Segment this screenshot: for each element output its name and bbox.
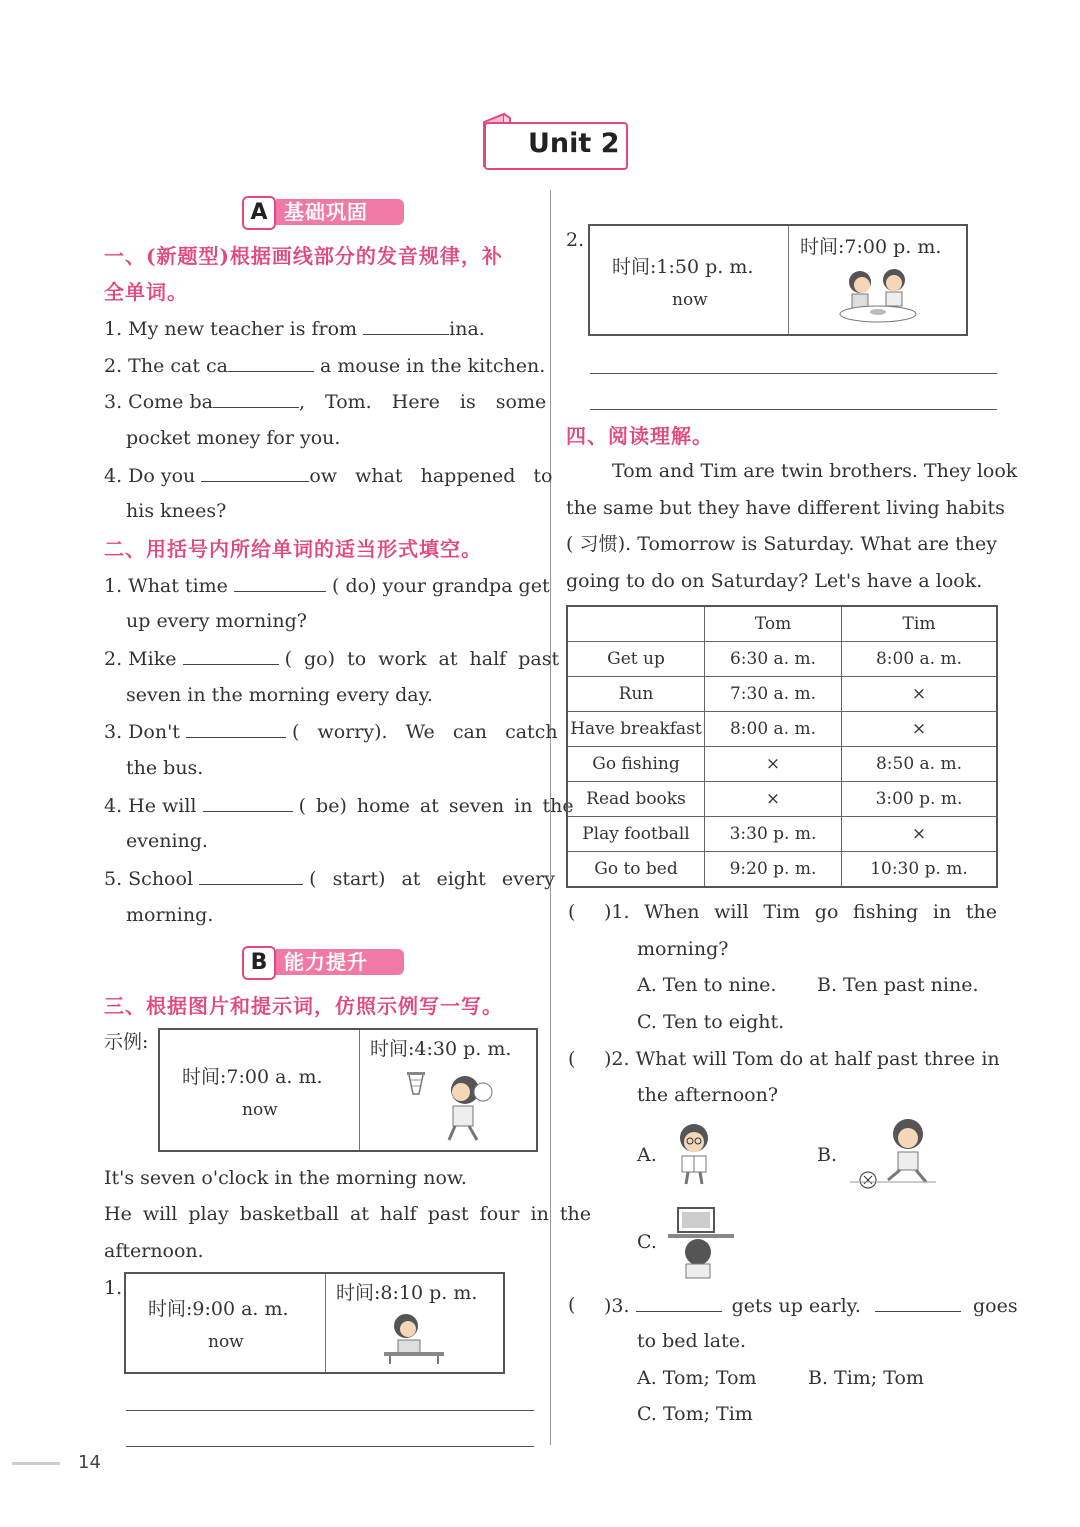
table-cell: 6:30 a. m. — [705, 642, 842, 677]
table-cell: 8:00 a. m. — [705, 712, 842, 747]
table-row — [567, 642, 997, 677]
page-number: 14 — [78, 1452, 101, 1473]
table-cell: 3:30 p. m. — [705, 817, 842, 852]
example-right-time: 时间:4:30 p. m. — [370, 1038, 512, 1060]
answer-blank[interactable] — [183, 640, 279, 665]
example-sentence-3: afternoon. — [104, 1240, 204, 1262]
q1-option-b[interactable]: B. Ten past nine. — [817, 974, 979, 996]
item2-left-time: 时间:1:50 p. m. — [612, 256, 754, 278]
section-a-letter: A — [242, 196, 276, 230]
table-header — [567, 606, 705, 642]
example-left-time: 时间:7:00 a. m. — [182, 1066, 323, 1088]
q2-stem-cont: the afternoon? — [637, 1084, 779, 1106]
passage-line-2: the same but they have different living habits — [566, 497, 1005, 519]
answer-blank[interactable] — [186, 713, 286, 738]
passage-line-3: ( 习惯). Tomorrow is Saturday. What are they — [566, 533, 997, 555]
table-header-row — [567, 606, 997, 642]
table-cell: Run — [567, 677, 705, 712]
q1-option-c[interactable]: C. Ten to eight. — [637, 1011, 785, 1033]
part2-q2: 2. Mike ( go) to work at half past — [104, 640, 559, 678]
table-cell: Play football — [567, 817, 705, 852]
table-cell: 7:30 a. m. — [705, 677, 842, 712]
table-cell: Have breakfast — [567, 712, 705, 747]
part2-q4: 4. He will ( be) home at seven in the — [104, 787, 574, 825]
part2-title: 二、用括号内所给单词的适当形式填空。 — [104, 537, 482, 561]
answer-blank[interactable] — [213, 383, 299, 408]
section-b-letter: B — [242, 946, 276, 980]
answer-blank[interactable] — [875, 1287, 961, 1312]
part4-title: 四、阅读理解。 — [566, 424, 713, 448]
item2-picture-box — [588, 224, 968, 336]
reading-boy-icon — [670, 1122, 718, 1190]
part1-title: 一、(新题型)根据画线部分的发音规律，补 — [104, 244, 503, 268]
q3-stem-cont: to bed late. — [637, 1330, 747, 1352]
q1-paren[interactable]: ( — [568, 901, 576, 923]
part2-q1-cont: up every morning? — [126, 610, 307, 632]
part1-q3-cont: pocket money for you. — [126, 427, 341, 449]
table-cell: × — [705, 747, 842, 782]
example-left-now: now — [242, 1100, 278, 1120]
answer-blank[interactable] — [636, 1287, 722, 1312]
item1-picture-box — [124, 1272, 505, 1374]
table-cell: × — [842, 677, 998, 712]
q1-option-a[interactable]: A. Ten to nine. — [637, 974, 777, 996]
table-cell: 10:30 p. m. — [842, 852, 998, 888]
table-row — [567, 712, 997, 747]
table-cell: Get up — [567, 642, 705, 677]
part1-q4: 4. Do you ow what happened to — [104, 457, 552, 495]
schedule-table — [566, 605, 998, 888]
item2-left-now: now — [672, 290, 708, 310]
table-cell: Go to bed — [567, 852, 705, 888]
answer-blank[interactable] — [203, 787, 293, 812]
part2-q4-cont: evening. — [126, 830, 208, 852]
part3-title: 三、根据图片和提示词，仿照示例写一写。 — [104, 994, 503, 1018]
table-cell: × — [705, 782, 842, 817]
answer-blank[interactable] — [234, 567, 326, 592]
table-cell: 8:00 a. m. — [842, 642, 998, 677]
table-row — [567, 782, 997, 817]
table-header: Tom — [705, 606, 842, 642]
table-cell: 3:00 p. m. — [842, 782, 998, 817]
item1-right-time: 时间:8:10 p. m. — [336, 1282, 478, 1304]
unit-title: Unit 2 — [528, 128, 620, 159]
q2-option-a[interactable]: A. — [637, 1144, 657, 1166]
part2-q1: 1. What time ( do) your grandpa get — [104, 567, 550, 605]
part2-q5: 5. School ( start) at eight every — [104, 860, 555, 898]
q3-option-b[interactable]: B. Tim; Tom — [808, 1367, 924, 1389]
q1-stem-cont: morning? — [637, 938, 729, 960]
part1-q4-cont: his knees? — [126, 500, 227, 522]
table-row — [567, 817, 997, 852]
unit-title-box — [484, 122, 628, 170]
basketball-boy-icon — [405, 1068, 495, 1150]
q2-stem: )2. What will Tom do at half past three in — [604, 1048, 1000, 1070]
answer-line[interactable] — [590, 373, 997, 374]
item1-left-now: now — [208, 1332, 244, 1352]
item1-left-time: 时间:9:00 a. m. — [148, 1298, 289, 1320]
football-boy-icon — [850, 1116, 936, 1194]
q2-option-b[interactable]: B. — [817, 1144, 838, 1166]
part1-title-2: 全单词。 — [104, 280, 188, 304]
q3-paren[interactable]: ( — [568, 1294, 576, 1316]
table-row — [567, 677, 997, 712]
section-a-label: 基础巩固 — [276, 199, 404, 225]
q2-option-c[interactable]: C. — [637, 1231, 657, 1253]
example-picture-box — [158, 1028, 538, 1152]
answer-blank[interactable] — [228, 347, 314, 372]
computer-boy-icon — [668, 1206, 736, 1284]
passage-line-4: going to do on Saturday? Let's have a look. — [566, 570, 983, 592]
answer-line[interactable] — [590, 409, 997, 410]
dinner-kids-icon — [836, 266, 920, 332]
part1-q2: 2. The cat ca a mouse in the kitchen. — [104, 347, 545, 385]
answer-blank[interactable] — [199, 860, 303, 885]
answer-blank[interactable] — [363, 310, 449, 335]
table-row — [567, 747, 997, 782]
table-row — [567, 852, 997, 888]
table-cell: Go fishing — [567, 747, 705, 782]
item2-number: 2. — [566, 229, 585, 251]
section-b-label: 能力提升 — [276, 949, 404, 975]
example-label: 示例: — [104, 1031, 149, 1053]
q2-paren[interactable]: ( — [568, 1048, 576, 1070]
table-cell: × — [842, 817, 998, 852]
homework-boy-icon — [376, 1312, 450, 1368]
part2-q5-cont: morning. — [126, 904, 214, 926]
part1-q3: 3. Come ba , Tom. Here is some — [104, 383, 546, 421]
table-cell: 9:20 p. m. — [705, 852, 842, 888]
answer-line[interactable] — [126, 1410, 534, 1411]
section-b-banner — [236, 946, 406, 978]
part2-q3-cont: the bus. — [126, 757, 204, 779]
example-sentence-1: It's seven o'clock in the morning now. — [104, 1167, 467, 1189]
q3-stem: )3. gets up early. goes — [604, 1287, 1018, 1325]
part1-q1: 1. My new teacher is from ina. — [104, 310, 485, 348]
example-sentence-2: He will play basketball at half past four in the — [104, 1203, 591, 1225]
table-cell: × — [842, 712, 998, 747]
footer-bar — [12, 1462, 60, 1465]
section-a-banner — [236, 196, 406, 228]
part2-q2-cont: seven in the morning every day. — [126, 684, 433, 706]
table-cell: Read books — [567, 782, 705, 817]
answer-blank[interactable] — [201, 457, 309, 482]
q3-option-a[interactable]: A. Tom; Tom — [637, 1367, 757, 1389]
part2-q3: 3. Don't ( worry). We can catch — [104, 713, 558, 751]
table-header: Tim — [842, 606, 998, 642]
q1-stem: )1. When will Tim go fishing in the — [604, 901, 997, 923]
table-cell: 8:50 a. m. — [842, 747, 998, 782]
q3-option-c[interactable]: C. Tom; Tim — [637, 1403, 753, 1425]
item2-right-time: 时间:7:00 p. m. — [800, 236, 942, 258]
answer-line[interactable] — [126, 1446, 534, 1447]
passage-line-1: Tom and Tim are twin brothers. They look — [612, 460, 1018, 482]
item1-number: 1. — [104, 1277, 123, 1299]
